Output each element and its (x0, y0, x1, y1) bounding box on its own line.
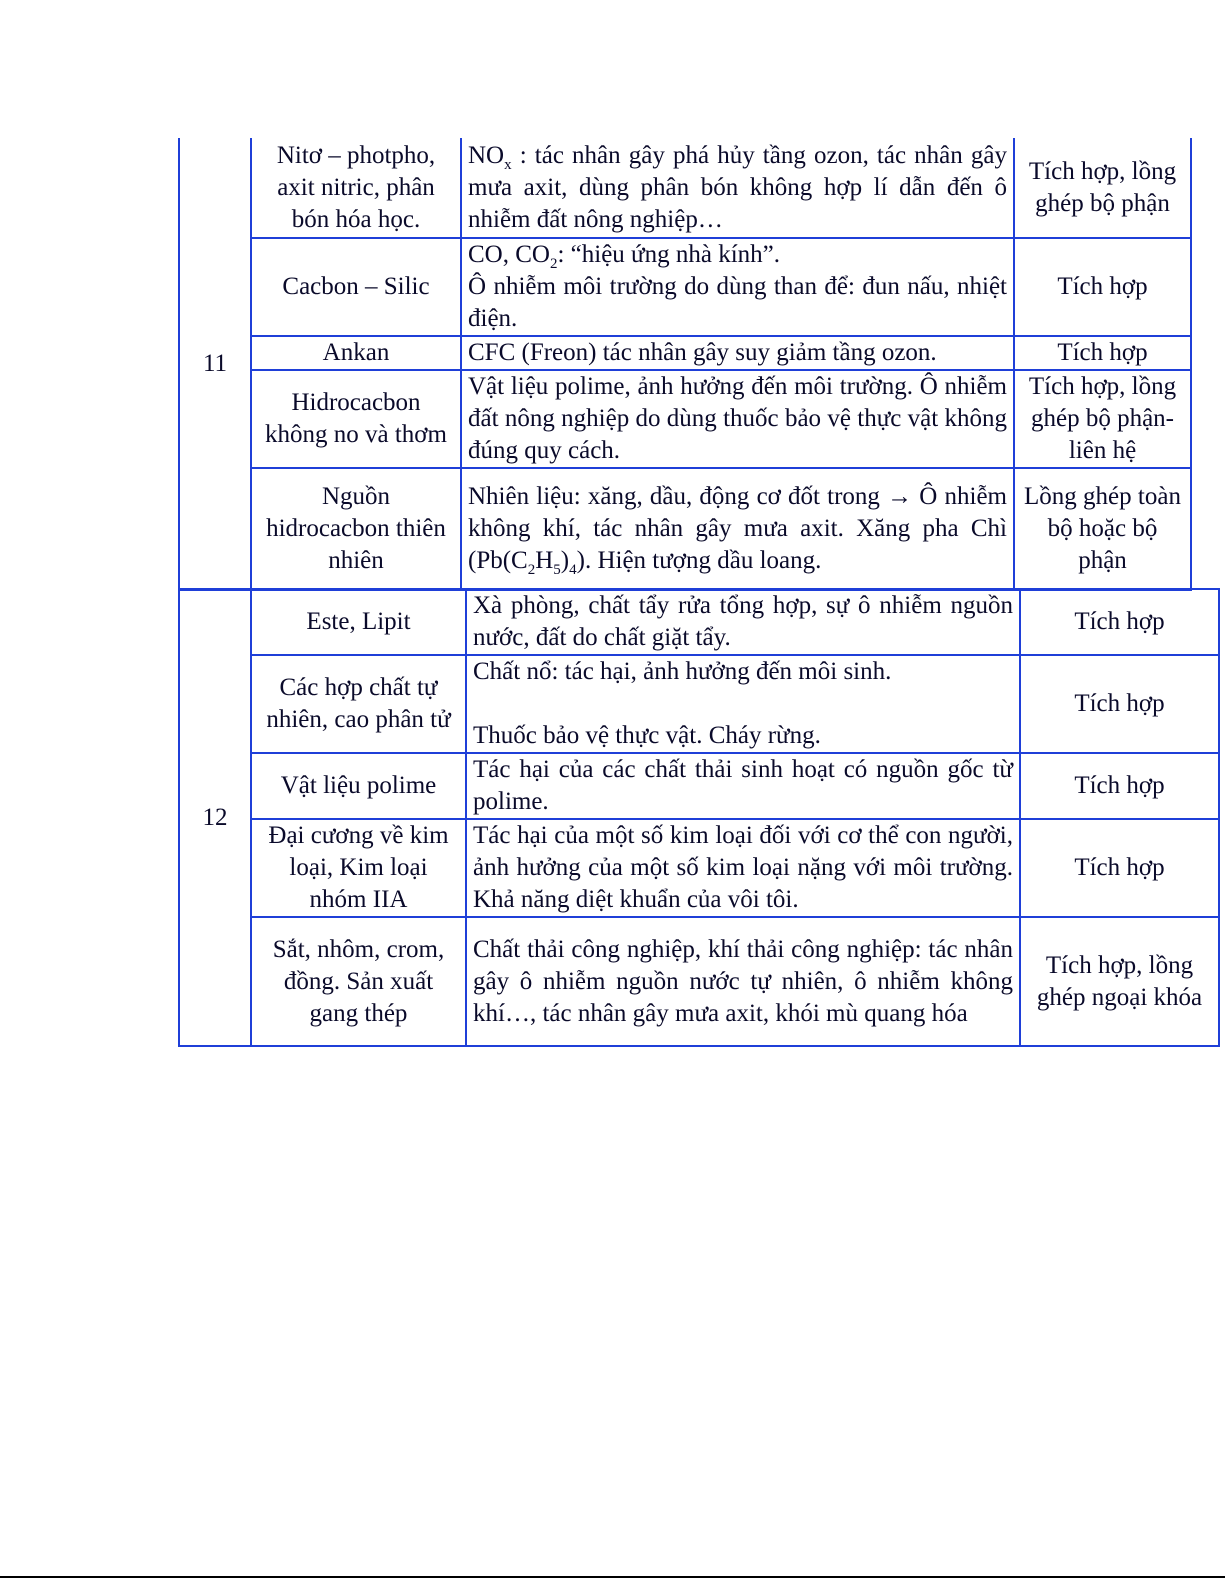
table-row (179, 655, 1219, 753)
method-cell: Tích hợp, lồng ghép ngoại khóa (1020, 917, 1219, 1046)
grade-cell: 12 (179, 589, 251, 1046)
table-row (179, 238, 1191, 336)
table-row (179, 917, 1219, 1046)
method-cell: Tích hợp, lồng ghép bộ phận (1014, 138, 1191, 238)
topic-cell: Este, Lipit (251, 589, 466, 655)
topic-cell: Hidrocacbon không no và thơm (251, 370, 461, 468)
topic-cell: Sắt, nhôm, crom, đồng. Sản xuất gang thép (251, 917, 466, 1046)
topic-cell: Nitơ – photpho, axit nitric, phân bón hóa học. (251, 138, 461, 238)
method-cell: Tích hợp (1014, 336, 1191, 370)
impact-cell: Chất nổ: tác hại, ảnh hưởng đến môi sinh. Thuốc bảo vệ thực vật. Cháy rừng. (466, 655, 1020, 753)
table-row (179, 336, 1191, 370)
method-cell: Tích hợp (1020, 819, 1219, 917)
impact-cell: CFC (Freon) tác nhân gây suy giảm tầng ozon. (461, 336, 1014, 370)
impact-cell: Tác hại của các chất thải sinh hoạt có nguồn gốc từ polime. (466, 753, 1020, 819)
table-row (179, 819, 1219, 917)
method-cell: Tích hợp, lồng ghép bộ phận-liên hệ (1014, 370, 1191, 468)
topic-cell: Đại cương về kim loại, Kim loại nhóm IIA (251, 819, 466, 917)
table-row (179, 753, 1219, 819)
table-row (179, 468, 1191, 590)
impact-cell: Nhiên liệu: xăng, dầu, động cơ đốt trong → Ô nhiễm không khí, tác nhân gây mưa axit. Xăng pha Chì $(Pb(C_2H_5)_4)$. Hiện tượng dầu loang. (461, 468, 1014, 590)
table-row (179, 589, 1219, 655)
method-cell: Tích hợp (1014, 238, 1191, 336)
impact-cell: Tác hại của một số kim loại đối với cơ thể con người, ảnh hưởng của một số kim loại nặng với môi trường. Khả năng diệt khuẩn của vôi tôi. (466, 819, 1020, 917)
grade-12-table (178, 588, 1220, 1047)
topic-cell: Cacbon – Silic (251, 238, 461, 336)
impact-cell: $NO_x$ : tác nhân gây phá hủy tầng ozon, tác nhân gây mưa axit, dùng phân bón không hợp lí dẫn đến ô nhiễm đất nông nghiệp… (461, 138, 1014, 238)
impact-cell: CO, $CO_2$: “hiệu ứng nhà kính”. Ô nhiễm môi trường do dùng than để: đun nấu, nhiệt điện. (461, 238, 1014, 336)
topic-cell: Vật liệu polime (251, 753, 466, 819)
topic-cell: Các hợp chất tự nhiên, cao phân tử (251, 655, 466, 753)
method-cell: Tích hợp (1020, 589, 1219, 655)
impact-cell: Vật liệu polime, ảnh hưởng đến môi trường. Ô nhiễm đất nông nghiệp do dùng thuốc bảo vệ thực vật không đúng quy cách. (461, 370, 1014, 468)
topic-cell: Ankan (251, 336, 461, 370)
grade-cell: 11 (179, 138, 251, 590)
impact-cell: Xà phòng, chất tẩy rửa tổng hợp, sự ô nhiễm nguồn nước, đất do chất giặt tẩy. (466, 589, 1020, 655)
table-row (179, 138, 1191, 238)
grade-11-table (178, 138, 1192, 591)
topic-cell: Nguồn hidrocacbon thiên nhiên (251, 468, 461, 590)
method-cell: Tích hợp (1020, 753, 1219, 819)
impact-cell: Chất thải công nghiệp, khí thải công nghiệp: tác nhân gây ô nhiễm nguồn nước tự nhiên, ô nhiễm không khí…, tác nhân gây mưa axit, khói mù quang hóa (466, 917, 1020, 1046)
method-cell: Tích hợp (1020, 655, 1219, 753)
page-bottom-rule (0, 1576, 1225, 1578)
table-row (179, 370, 1191, 468)
method-cell: Lồng ghép toàn bộ hoặc bộ phận (1014, 468, 1191, 590)
